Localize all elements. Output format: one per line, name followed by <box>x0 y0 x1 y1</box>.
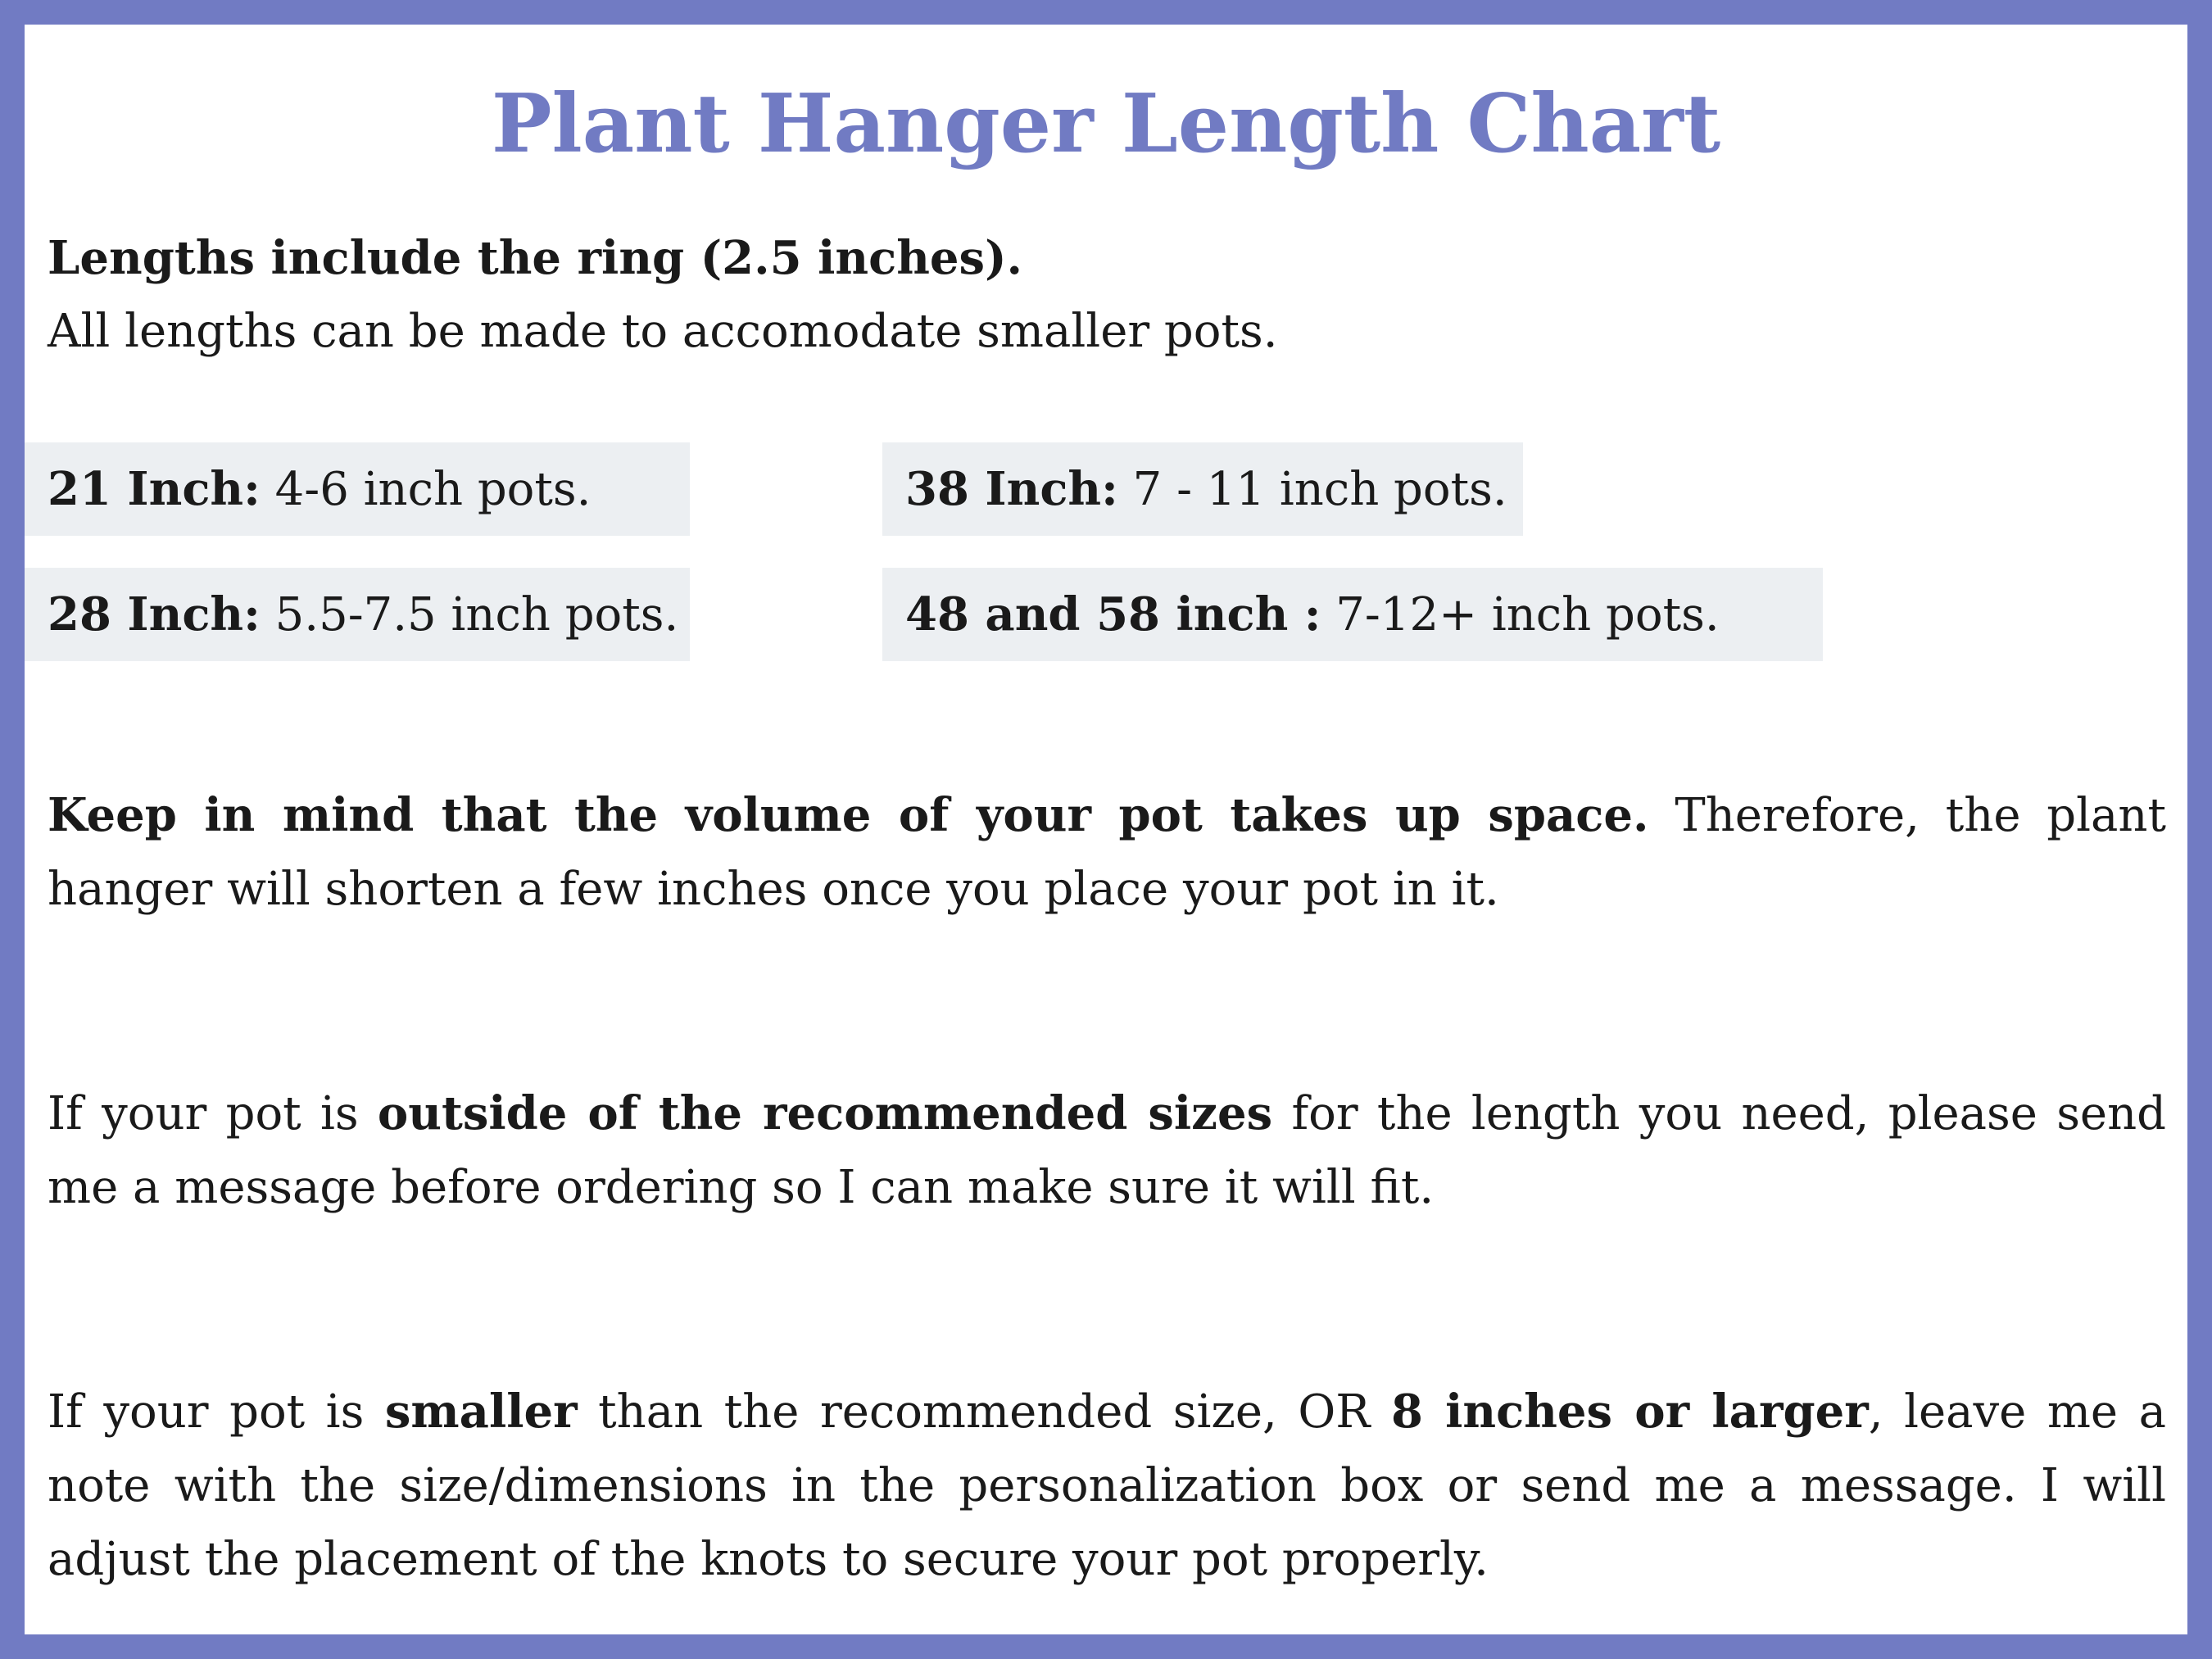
size-pot-range: 4-6 inch pots. <box>274 463 592 516</box>
smaller-note-bold-larger: 8 inches or larger <box>1390 1385 1869 1439</box>
size-chip-28-inch <box>25 568 690 661</box>
outside-note-after: for the length you need, please send me a message before ordering so I can make sure it will fit. <box>48 1087 2166 1214</box>
smaller-note-middle: than the recommended size, OR <box>598 1385 1371 1439</box>
size-length-label: 28 Inch: <box>48 587 261 641</box>
size-chip-38-inch <box>882 442 1523 536</box>
size-pot-range: 7 - 11 inch pots. <box>1132 463 1507 516</box>
smaller-note-after: , leave me a note with the size/dimensions in the personalization box or send me a message. I will adjust the placement of the knots to secure your pot properly. <box>48 1385 2166 1586</box>
length-chart-card <box>25 25 2187 1634</box>
outside-note-before: If your pot is <box>48 1087 359 1140</box>
size-pot-range: 7-12+ inch pots. <box>1335 588 1720 641</box>
size-length-label: 38 Inch: <box>905 462 1118 516</box>
smaller-larger-note <box>48 1375 2166 1597</box>
size-length-label: 48 and 58 inch : <box>905 587 1321 641</box>
intro-text <box>48 221 2178 369</box>
size-chip-21-inch <box>25 442 690 536</box>
ring-note: Lengths include the ring (2.5 inches). <box>48 231 1023 285</box>
volume-note <box>48 778 2166 927</box>
size-length-label: 21 Inch: <box>48 462 261 516</box>
outside-sizes-note <box>48 1077 2166 1225</box>
size-pot-range: 5.5-7.5 inch pots. <box>274 588 679 641</box>
smaller-pots-note: All lengths can be made to accomodate smaller pots. <box>48 305 1278 358</box>
size-chip-48-58-inch <box>882 568 1823 661</box>
outside-note-bold: outside of the recommended sizes <box>377 1086 1273 1140</box>
smaller-note-bold-smaller: smaller <box>384 1385 578 1439</box>
smaller-note-before: If your pot is <box>48 1385 365 1439</box>
page-title: Plant Hanger Length Chart <box>491 77 1721 171</box>
volume-note-text: Therefore, the plant hanger will shorten a few inches once you place your pot in it. <box>48 789 2166 916</box>
volume-note-bold: Keep in mind that the volume of your pot takes up space. <box>48 788 1649 842</box>
